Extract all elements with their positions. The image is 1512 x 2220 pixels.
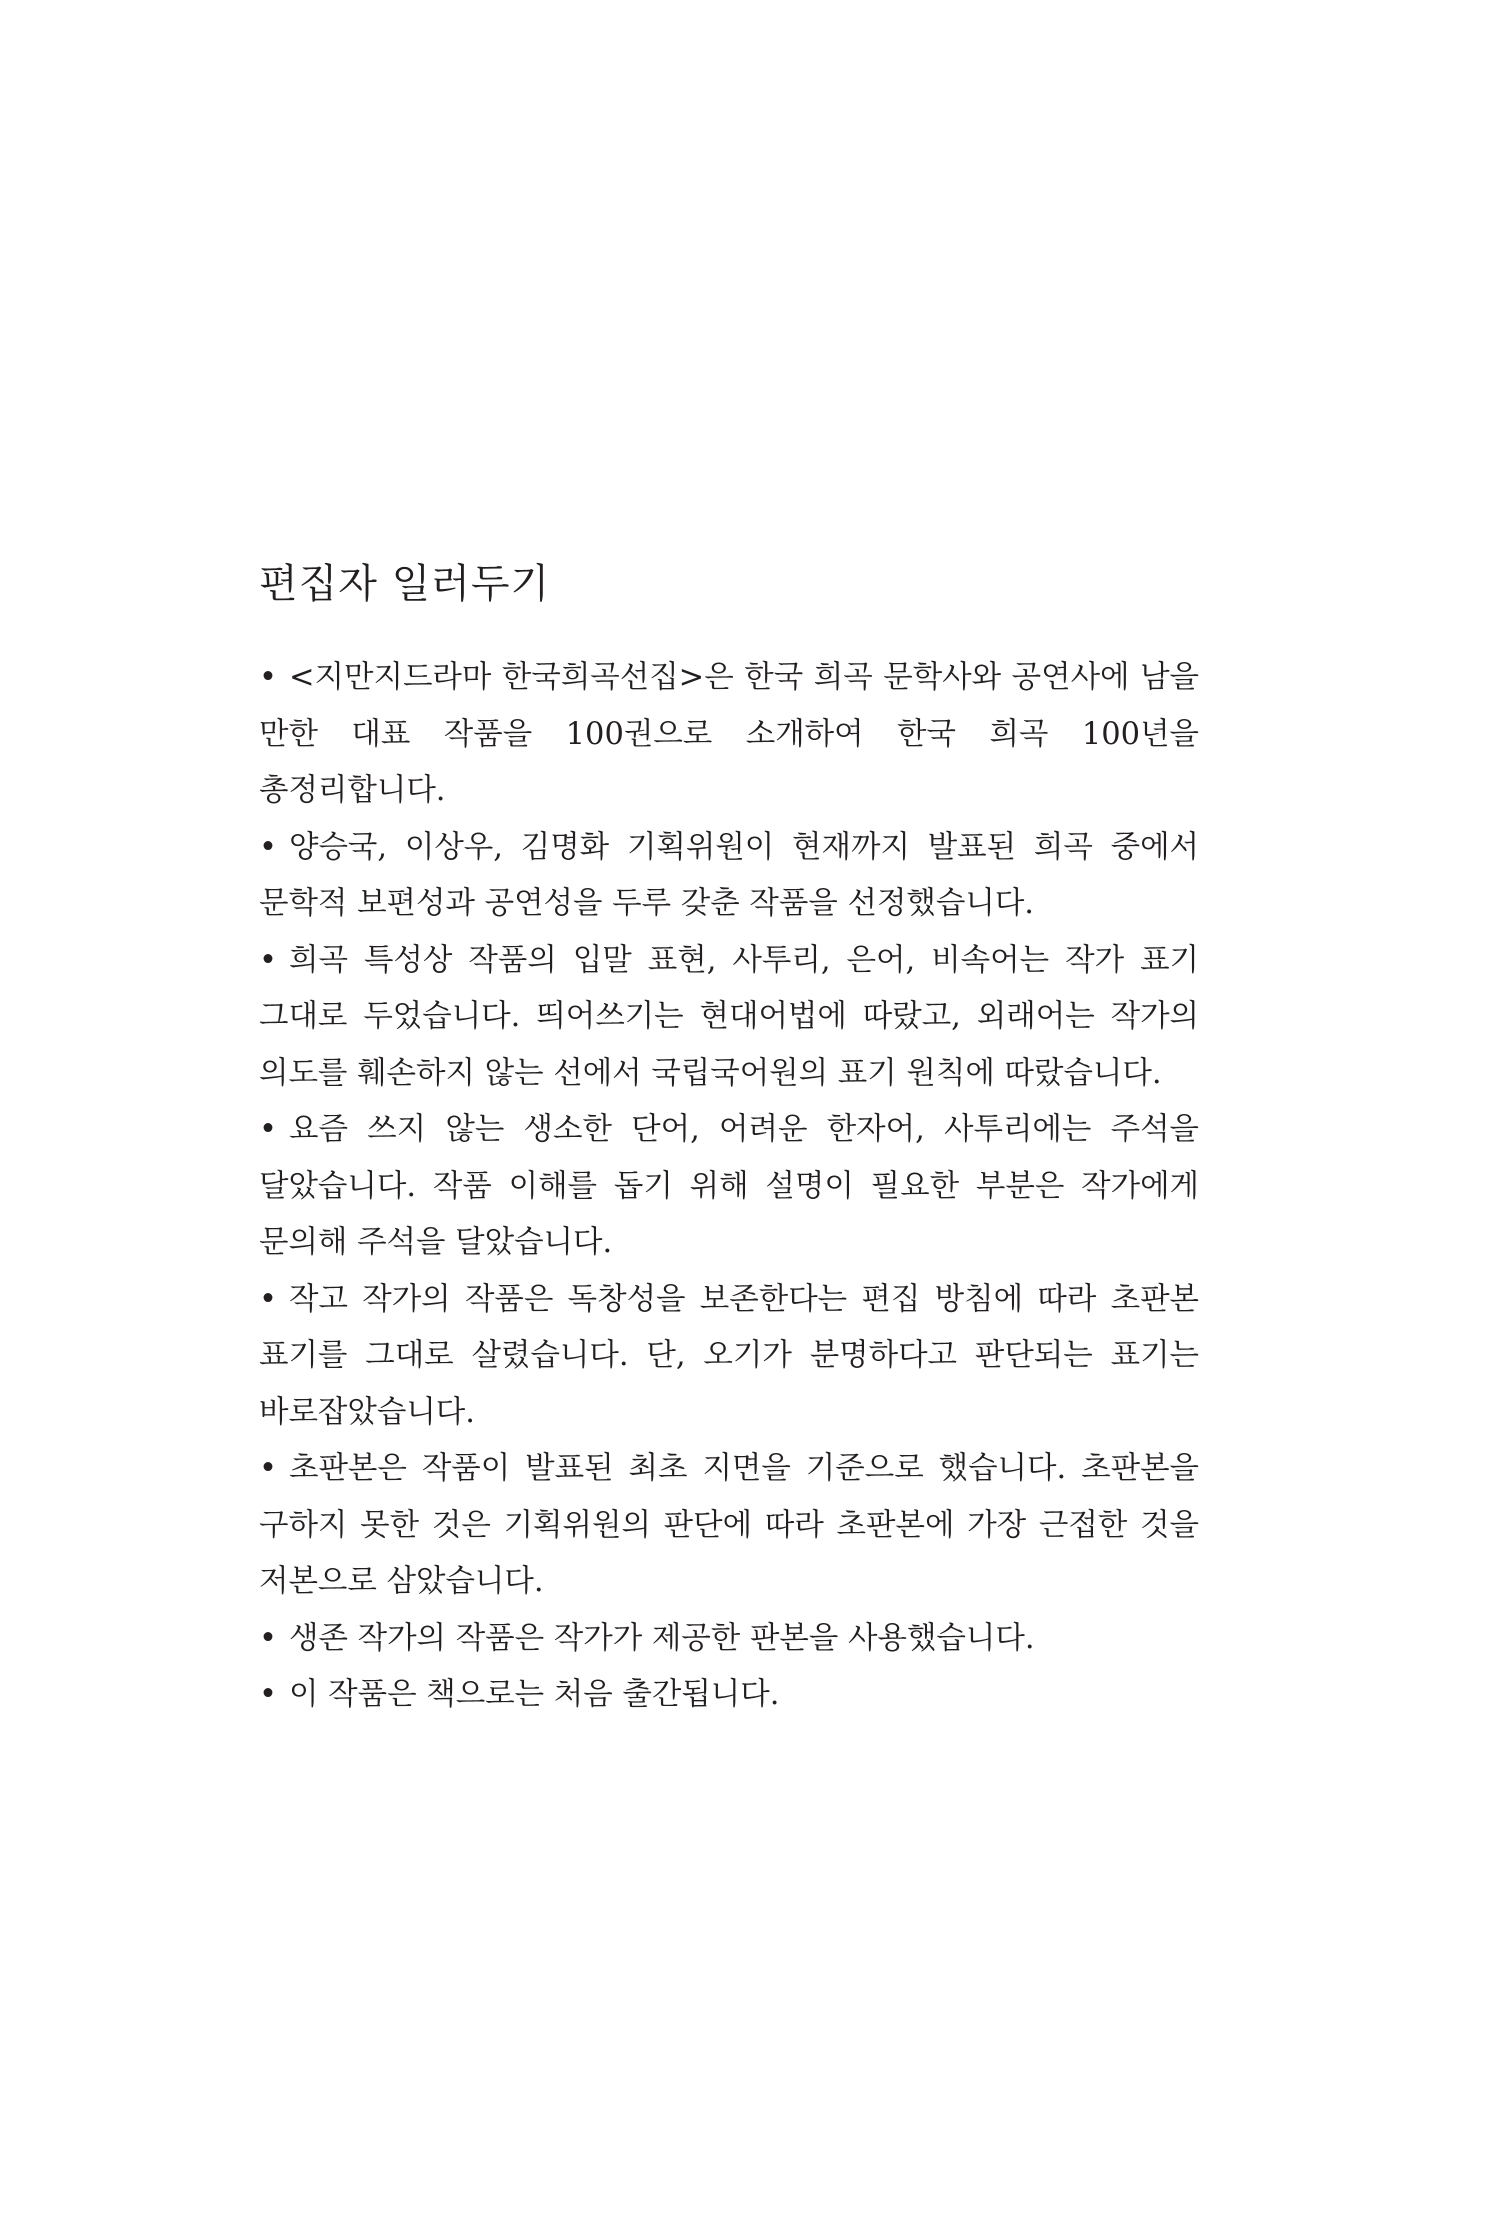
bullet-icon: •: [259, 1620, 277, 1656]
page-title: 편집자 일러두기: [259, 561, 551, 607]
editor-note: [259, 820, 1199, 933]
editor-note-text: 양승국, 이상우, 김명화 기획위원이 현재까지 발표된 희곡 중에서 문학적 보편성과 공연성을 두루 갖춘 작품을 선정했습니다.: [259, 829, 1199, 921]
editor-note-text: 생존 작가의 작품은 작가가 제공한 판본을 사용했습니다.: [289, 1620, 1035, 1656]
editor-note-text: 이 작품은 책으로는 처음 출간됩니다.: [289, 1677, 780, 1712]
bullet-icon: •: [259, 1677, 277, 1712]
bullet-icon: •: [259, 1281, 277, 1317]
bullet-icon: •: [259, 660, 277, 695]
editor-note: [259, 1441, 1199, 1611]
editor-note-text: 요즘 쓰지 않는 생소한 단어, 어려운 한자어, 사투리에는 주석을 달았습니다. 작품 이해를 돕기 위해 설명이 필요한 부분은 작가에게 문의해 주석을 달았습니다.: [259, 1112, 1199, 1260]
editor-note-text: 희곡 특성상 작품의 입말 표현, 사투리, 은어, 비속어는 작가 표기 그대로 두었습니다. 띄어쓰기는 현대어법에 따랐고, 외래어는 작가의 의도를 훼손하지 않는 선에서 국립국어원의 표기 원칙에 따랐습니다.: [259, 942, 1199, 1091]
bullet-icon: •: [259, 1451, 277, 1486]
bullet-icon: •: [259, 829, 277, 865]
editor-note: [259, 1611, 1199, 1668]
editor-note: [259, 1272, 1199, 1442]
editor-note-text: 초판본은 작품이 발표된 최초 지면을 기준으로 했습니다. 초판본을 구하지 못한 것은 기획위원의 판단에 따라 초판본에 가장 근접한 것을 저본으로 삼았습니다.: [259, 1451, 1199, 1599]
editor-note-text: <지만지드라마 한국희곡선집>은 한국 희곡 문학사와 공연사에 남을 만한 대표 작품을 100권으로 소개하여 한국 희곡 100년을 총정리합니다.: [259, 660, 1199, 808]
editor-note: [259, 933, 1199, 1103]
bullet-icon: •: [259, 1112, 277, 1147]
editor-notes-list: [259, 650, 1199, 1724]
editor-note: [259, 1102, 1199, 1272]
editor-note: [259, 650, 1199, 820]
bullet-icon: •: [259, 942, 277, 978]
editor-note-text: 작고 작가의 작품은 독창성을 보존한다는 편집 방침에 따라 초판본 표기를 그대로 살렸습니다. 단, 오기가 분명하다고 판단되는 표기는 바로잡았습니다.: [259, 1281, 1199, 1430]
editor-note: [259, 1667, 1199, 1724]
